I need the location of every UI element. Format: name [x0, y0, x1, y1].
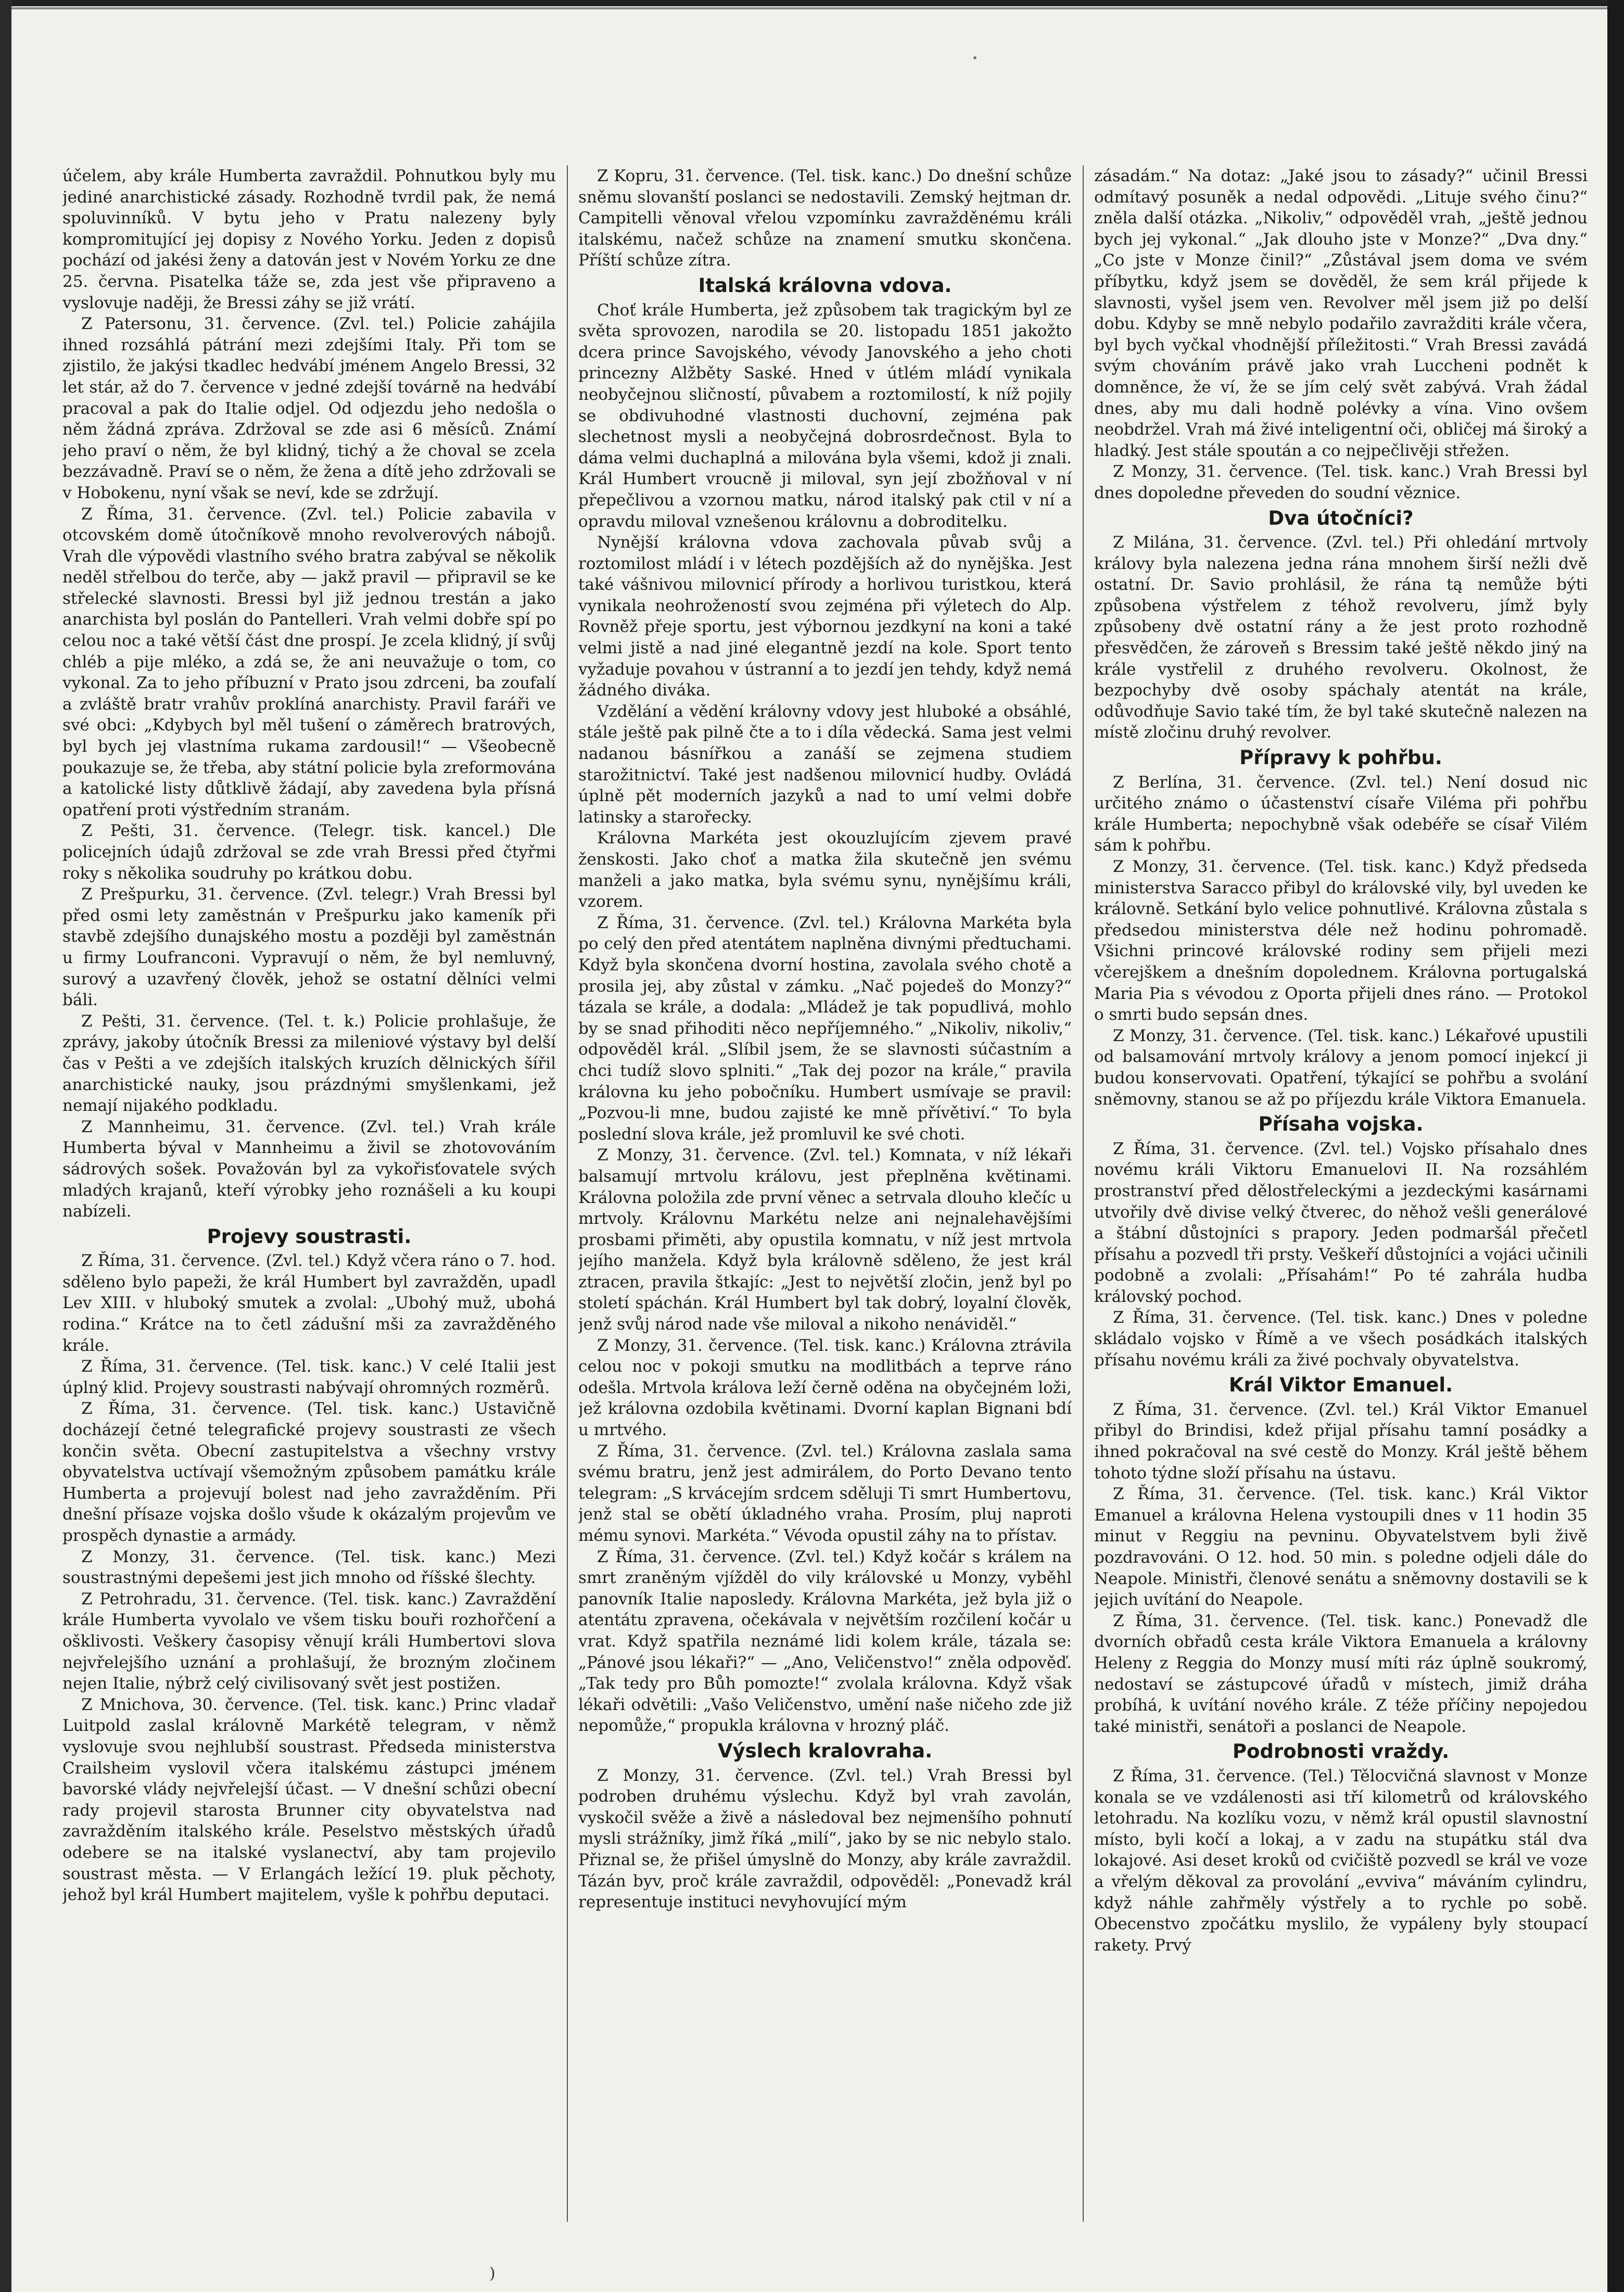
- paragraph: Z Říma, 31. července. (Zvl. tel.) Královna zaslala sama svému bratru, jenž jest admirálem, do Porto Devano tento telegram: „S krvácejím srdcem sděluji Ti smrt Humbertovu, jenž stal se obětí úkladného vraha. Prosím, pluj naproti mému synovi. Markéta.“ Vévoda opustil záhy na to přístav.: [578, 1441, 1072, 1545]
- paragraph: Z Milána, 31. července. (Zvl. tel.) Při ohledání mrtvoly královy byla nalezena jedna rána mnohem širší nežli dvě ostatní. Dr. Savio prohlásil, že rána tą nemůže býti způsobena výstřelem z téhož revolveru, jímž byly způsobeny dvě ostatní rány a že jest proto rozhodně přesvědčen, že zároveň s Bressim také ještě někdo jiný na krále vystřelil z druhého revolveru. Okolnost, že bezpochyby dvě osoby spáchaly atentát na krále, odůvodňuje Savio také tím, že byl také skutečně nalezen na místě zločinu druhý revolver.: [1094, 533, 1588, 742]
- section-heading: Přísaha vojska.: [1258, 1113, 1424, 1136]
- section-heading: Výslech kralovraha.: [717, 1739, 933, 1762]
- section-heading: Přípravy k pohřbu.: [1239, 746, 1442, 769]
- paragraph: Z Monzy, 31. července. (Zvl. tel.) Komnata, v níž lékaři balsamují mrtvolu královu, jest přeplněna květinami. Královna položila zde první věnec a setrvala dlouho klečíc u mrtvoly. Královnu Markétu nelze ani nejnalehavějšími prosbami přiměti, aby opustila komnatu, v níž jest mrtvola jejího manžela. Když byla královně sděleno, že jest král ztracen, pravila štkajíc: „Jest to největší zločin, jenž byl po století spáchán. Král Humbert byl tak dobrý, loyalní člověk, jenž svůj národ nade vše miloval a nikoho nenáviděl.“: [578, 1146, 1072, 1334]
- paragraph: Z Patersonu, 31. července. (Zvl. tel.) Policie zahájila ihned rozsáhlá pátrání mezi zdejšími Italy. Při tom se zjistilo, že jakýsi tkadlec hedvábí jménem Angelo Bressi, 32 let stár, až do 7. července v jedné zdejší továrně na hedvábí pracoval a pak do Italie odjel. Od odjezdu jeho nedošla o něm žádná zpráva. Zdržoval se zde asi 6 měsíců. Známí jeho praví o něm, že byl klidný, tichý a že choval se zcela bezzávadně. Praví se o něm, že žena a dítě jeho zdržovali se v Hobokenu, nyní však se neví, kde se zdržují.: [62, 314, 556, 502]
- paragraph: Z Monzy, 31. července. (Tel. tisk. kanc.) Královna ztrávila celou noc v pokoji smutku na modlitbách a teprve ráno odešla. Mrtvola králova leží černě oděna na obyčejném loži, jež královna ozdobila květinami. Dvorní kaplan Bignani bdí u mrtvého.: [578, 1336, 1072, 1440]
- paragraph: Z Říma, 31. července. (Tel. tisk. kanc.) Ustavičně docházejí četné telegrafické projevy soustrasti ze všech končin světa. Obecní zastupitelstva a všechny vrstvy obyvatelstva uctívají všemožným způsobem památku krále Humberta a projevují bolest nad jeho zavražděním. Při dnešní přísaze vojska došlo všude k okázalým projevům ve prospěch dynastie a armády.: [62, 1399, 556, 1545]
- paragraph: Z Petrohradu, 31. července. (Tel. tisk. kanc.) Zavraždění krále Humberta vyvolalo ve všem tisku bouři rozhořčení a ošklivosti. Veškery časopisy věnují králi Humbertovi slova nejvřelejšího uznání a prohlašují, že brozným zločinem nejen Italie, nýbrž celý civilisovaný svět jest postižen.: [62, 1589, 556, 1693]
- scan-left-edge: [0, 0, 11, 2292]
- paragraph: Z Říma, 31. července. (Tel.) Tělocvičná slavnost v Monze konala se ve vzdálenosti asi tří kilometrů od královského letohradu. Na kozlíku vozu, v němž král opustil slavnostní místo, byli kočí a lokaj, a v zadu na stupátku stál dva lokajové. Asi deset kroků od cvičiště pozvedl se král ve voze a vřelým děkoval za provolání „evviva“ máváním cylindru, když náhle zahřměly výstřely a to rychle po sobě. Obecenstvo zpočátku myslilo, že vypáleny byly stoupací rakety. Prvý: [1094, 1766, 1588, 1955]
- article-columns: [62, 166, 1588, 2222]
- paragraph: Z Prešpurku, 31. července. (Zvl. telegr.) Vrah Bressi byl před osmi lety zaměstnán v Prešpurku jako kameník při stavbě zdejšího dunajského mostu a později byl zaměstnán u firmy Loufranconi. Vypravují o něm, že byl nemluvný, surový a uzavřený člověk, jehož se ostatní dělníci velmi báli.: [62, 885, 556, 1010]
- section-heading: Italská královna vdova.: [698, 274, 952, 297]
- paragraph: zásadám.“ Na dotaz: „Jaké jsou to zásady?“ učinil Bressi odmítavý posuněk a nedal odpovědi. „Lituje svého činu?“ zněla další otázka. „Nikoliv,“ odpověděl vrah, „ještě jednou bych jej vykonal.“ „Jak dlouho jste v Monze?“ „Dva dny.“ „Co jste v Monze činil?“ „Zůstával jsem doma ve svém příbytku, když jsem se dověděl, že sem král přijede k slavnosti, vyšel jsem ven. Revolver měl jsem již po delší dobu. Kdyby se mně nebylo podařilo zavražditi krále včera, byl bych vyčkal vhodnější příležitosti.“ Vrah Bressi zavádá svým chováním právě jako vrah Luccheni podnět k domněnce, že ví, že se jím celý svět zabývá. Vrah žádal dnes, aby mu dali hodně polévky a vína. Vino ovšem neobdržel. Vrah má živé inteligentní oči, obličej má široký a hladký. Jest stále spoután a co nejpečlivěji střežen.: [1094, 167, 1588, 460]
- section-heading: Král Viktor Emanuel.: [1228, 1374, 1453, 1397]
- page-speck: [973, 56, 976, 59]
- scan-right-edge: [1607, 0, 1624, 2292]
- paragraph: Z Pešti, 31. července. (Tel. t. k.) Policie prohlašuje, že zprávy, jakoby útočník Bressi za mileniové výstavy byl delší čas v Pešti a ve zdejších italských kruzích dělnických šířil anarchistické nauky, jsou prázdnými smyšlenkami, jež nemají nijakého podkladu.: [62, 1011, 556, 1116]
- paragraph: Z Monzy, 31. července. (Tel. tisk. kanc.) Mezi soustrastnými depešemi jest jich mnoho od říšské šlechty.: [62, 1547, 556, 1588]
- paragraph: Z Říma, 31. července. (Zvl. tel.) Královna Markéta byla po celý den před atentátem naplněna divnými předtuchami. Když byla skončena dvorní hostina, zavolala svého chotě a prosila jej, aby zůstal v zámku. „Nač pojedeš do Monzy?“ tázala se krále, a dodala: „Mládež je tak popudlivá, mohlo by se snad přihoditi něco nepříjemného.“ „Nikoliv, nikoliv,“ odpověděl král. „Slíbil jsem, že se slavnosti súčastním a chci tudíž slovo splniti.“ „Tak dej pozor na krále,“ pravila královna ku jeho pobočníku. Humbert usmívaje se pravil: „Pozvou-li mne, budou zajisté ke mně přívětiví.“ To byla poslední slova krále, jež promluvil ke své choti.: [578, 913, 1072, 1144]
- paragraph: Z Říma, 31. července. (Zvl. tel.) Když kočár s králem na smrt zraněným vjížděl do vily královské u Monzy, vyběhl panovník Italie naposledy. Královna Markéta, jež byla již o atentátu zpravena, očekávala v největším rozčilení kočár u vrat. Když spatřila neznámé lidi kolem krále, tázala se: „Pánové jsou lékaři?“ — „Ano, Veličenstvo!“ zněla odpověď. „Tak tedy pro Bůh pomozte!“ zvolala královna. Když však lékaři odvětili: „Vašo Veličenstvo, umění naše ničeho zde již nepomůže,“ propukla královna v hrozný pláč.: [578, 1547, 1072, 1736]
- paragraph: Královna Markéta jest okouzlujícím zjevem pravé ženskosti. Jako choť a matka žila skutečně jen svému manželi a jako matka, byla svému synu, nynějšímu králi, vzorem.: [578, 829, 1072, 911]
- paragraph: Z Monzy, 31. července. (Tel. tisk. kanc.) Lékařové upustili od balsamování mrtvoly královy a jenom pomocí injekcí ji budou konservovati. Opatření, týkající se pohřbu a svolání sněmovny, stanou se až po příjezdu krále Viktora Emanuela.: [1094, 1026, 1588, 1109]
- paragraph: Z Říma, 31. července. (Zvl. tel.) Policie zabavila v otcovském domě útočníkově mnoho revolverových nábojů. Vrah dle výpovědi vlastního svého bratra zabýval se několik neděl střelbou do terče, aby — jakž pravil — připravil se ke střelecké slavnosti. Bressi byl již jednou trestán a jako anarchista byl poslán do Pantelleri. Vrah velmi dobře spí po celou noc a také větší část dne prospí. Je zcela klidný, jí svůj chléb a pije mléko, a zdá se, že ani neuvažuje o tom, co vykonal. Za to jeho příbuzní v Prato jsou zdrceni, ba zoufalí a zvláště bratr vrahův proklíná anarchisty. Pravil faráři ve své obci: „Kdybych byl měl tušení o záměrech bratrových, byl bych jej vlastníma rukama zardousil!“ — Všeobecně poukazuje se, že třeba, aby státní policie byla zreformována a katolické listy důtklivě žádají, aby zavedena byla přísná opatření proti výstředním stranám.: [62, 504, 556, 819]
- column-rule-2: [1083, 166, 1084, 2222]
- bottom-mark: ): [489, 2264, 496, 2283]
- scan-top-edge-shadow: [0, 7, 1624, 9]
- paragraph: Z Berlína, 31. července. (Zvl. tel.) Není dosud nic určitého známo o účastenství císaře Viléma při pohřbu krále Humberta; nepochybně však odebéře se císař Vilém sám k pohřbu.: [1094, 773, 1588, 855]
- paragraph: Nynější královna vdova zachovala půvab svůj a roztomilost mládí i v létech pozdějších až do nynějška. Jest také vášnivou milovnicí přírody a horlivou turistkou, která vynikala neohrožeností svou zejména při výletech do Alp. Rovněž přeje sportu, jest výbornou jezdkyní na koni a také velmi jistě a nad jiné elegantně jezdí na kole. Sport tento vyžaduje povahou v ústranní a to jezdí jen tehdy, když nemá žádného diváka.: [578, 533, 1072, 700]
- paragraph: účelem, aby krále Humberta zavraždil. Pohnutkou byly mu jediné anarchistické zásady. Rozhodně tvrdil pak, že nemá spoluvinníků. V bytu jeho v Pratu nalezeny byly kompromitující jej dopisy z Nového Yorku. Jeden z dopisů pochází od jakési ženy a datován jest v Novém Yorku ze dne 25. června. Pisatelka táže se, zda jest vše připraveno a vyslovuje naději, že Bressi záhy se již vrátí.: [62, 167, 556, 312]
- scan-top-edge: [0, 0, 1624, 6]
- column-3: [1094, 166, 1588, 2222]
- section-heading: Podrobnosti vraždy.: [1232, 1740, 1450, 1763]
- paragraph: Z Říma, 31. července. (Tel. tisk. kanc.) V celé Italii jest úplný klid. Projevy soustrasti nabývají ohromných rozměrů.: [62, 1357, 556, 1397]
- paragraph: Z Říma, 31. července. (Zvl. tel.) Král Viktor Emanuel přibyl do Brindisi, kdež přijal přísahu tamní posádky a ihned pokračoval na své cestě do Monzy. Král ještě během tohoto týdne složí přísahu na ústavu.: [1094, 1400, 1588, 1483]
- section-heading: Dva útočníci?: [1268, 506, 1414, 529]
- paragraph: Z Mnichova, 30. července. (Tel. tisk. kanc.) Princ vladař Luitpold zaslal královně Markétě telegram, v němž vyslovuje svou nejhlubší soustrast. Předseda ministerstva Crailsheim vyslovil včera italskému zástupci jménem bavorské vlády nejvřelejší účast. — V dnešní schůzi obecní rady projevil starosta Brunner city obyvatelstva nad zavražděním italského krále. Peselstvo městských úřadů odebere se na italské vyslanectví, aby tam projevilo soustrast města. — V Erlangách ležící 19. pluk pěchoty, jehož byl král Humbert majitelem, vyšle k pohřbu deputaci.: [62, 1695, 556, 1905]
- column-2: [578, 166, 1072, 2222]
- paragraph: Z Říma, 31. července. (Tel. tisk. kanc.) Dnes v poledne skládalo vojsko v Římě a ve všech posádkách italských přísahu novému králi za živé pochvaly obyvatelstva.: [1094, 1308, 1588, 1370]
- paragraph: Z Říma, 31. července. (Zvl. tel.) Vojsko přísahalo dnes novému králi Viktoru Emanuelovi II. Na rozsáhlém prostranství před dělostřeleckými a jezdeckými kasárnami utvořily dvě divise velký čtverec, do něhož vešli generálové a štábní důstojníci s prapory. Jeden podmaršál přečetl přísahu a pozvedl tři prsty. Veškeří důstojníci a vojáci učinili podobně a zvolali: „Přísahám!“ Po té zahrála hudba královský pochod.: [1094, 1139, 1588, 1306]
- column-rule-1: [567, 166, 568, 2222]
- paragraph: Z Monzy, 31. července. (Zvl. tel.) Vrah Bressi byl podroben druhému výslechu. Když byl vrah zavolán, vyskočil svěže a živě a následoval bez nejmenšího pohnutí mysli strážníky, jimž říká „milí“, jako by se nic nebylo stalo. Přiznal se, že přišel úmyslně do Monzy, aby krále zavraždil. Tázán byv, proč krále zavraždil, odpověděl: „Ponevadž král representuje instituci nevyhovující mým: [578, 1766, 1072, 1912]
- paragraph: Z Pešti, 31. července. (Telegr. tisk. kancel.) Dle policejních údajů zdržoval se zde vrah Bressi před čtyřmi roky s několika soudruhy po krátkou dobu.: [62, 821, 556, 883]
- section-heading: Projevy soustrasti.: [207, 1225, 412, 1248]
- paragraph: Z Říma, 31. července. (Tel. tisk. kanc.) Ponevadž dle dvorních obřadů cesta krále Viktora Emanuela a královny Heleny z Reggia do Monzy musí míti ráz úplně soukromý, nedostaví se zástupcové úřadů v místech, jimiž dráha probíhá, k uvítání nového krále. Z téže příčiny nepojedou také ministři, senátoři a poslanci de Neapole.: [1094, 1611, 1588, 1736]
- paragraph: Z Říma, 31. července. (Zvl. tel.) Když včera ráno o 7. hod. sděleno bylo papeži, že král Humbert byl zavražděn, upadl Lev XIII. v hluboký smutek a zvolal: „Ubohý muž, ubohá rodina.“ Krátce na to četl zádušní mši za zavražděného krále.: [62, 1251, 556, 1355]
- paragraph: Z Monzy, 31. července. (Tel. tisk. kanc.) Vrah Bressi byl dnes dopoledne převeden do soudní věznice.: [1094, 462, 1588, 502]
- paragraph: Z Říma, 31. července. (Tel. tisk. kanc.) Král Viktor Emanuel a královna Helena vystoupili dnes v 11 hodin 35 minut v Reggiu na pevninu. Obyvatelstvem byli živě pozdravováni. O 12. hod. 50 min. s poledne odjeli dále do Neapole. Ministři, členové senátu a sněmovny dostavili se k jejich uvítání do Neapole.: [1094, 1485, 1588, 1610]
- column-1: [62, 166, 556, 2222]
- paragraph: Z Kopru, 31. července. (Tel. tisk. kanc.) Do dnešní schůze sněmu slovanští poslanci se nedostavili. Zemský hejtman dr. Campitelli věnoval vřelou vzpomínku zavražděnému králi italskému, načež schůze na znamení smutku skončena. Příští schůze zítra.: [578, 167, 1072, 270]
- paragraph: Z Monzy, 31. července. (Tel. tisk. kanc.) Když předseda ministerstva Saracco přibyl do královské vily, byl uveden ke královně. Setkání bylo velice pohnutlivé. Královna zůstala s předsedou ministerstva déle než hodinu pohromadě. Všichni princové královské rodiny sem přijeli mezi včerejškem a dnešním dopolednem. Královna portugalská Maria Pia s vévodou z Oporta přijeli dnes ráno. — Protokol o smrti budo sepsán dnes.: [1094, 857, 1588, 1024]
- paragraph: Z Mannheimu, 31. července. (Zvl. tel.) Vrah krále Humberta býval v Mannheimu a živil se zhotovováním sádrových sošek. Považován byl za vykořisťovatele svých mladých krajanů, kteří výrobky jeho roznášeli a ku koupi nabízeli.: [62, 1117, 556, 1221]
- paragraph: Vzdělání a vědění královny vdovy jest hluboké a obsáhlé, stále ještě pak pilně čte a to i díla vědecká. Sama jest velmi nadanou básnířkou a zanáší se zejmena studiem starožitnictví. Také jest nadšenou milovnicí hudby. Ovládá úplně pět moderních jazyků a nad to umí velmi dobře latinsky a starořecky.: [578, 702, 1072, 827]
- paragraph: Choť krále Humberta, jež způsobem tak tragickým byl ze světa sprovozen, narodila se 20. listopadu 1851 jakožto dcera prince Savojského, vévody Janovského a jeho choti princezny Alžběty Saské. Hned v útlém mládí vynikala neobyčejnou sličností, půvabem a roztomilostí, k níž pojily se obdivuhodné vlastnosti duchovní, zejména pak slechetnost mysli a neobyčejná dobrosrdečnost. Byla to dáma velmi duchaplná a milována byla všemi, kdož ji znali. Král Humbert vroucně ji miloval, syn její zbožňoval v ní přepečlivou a vzornou matku, národ italský pak ctil v ní a opravdu miloval vznešenou královnu a dobroditelku.: [578, 300, 1072, 531]
